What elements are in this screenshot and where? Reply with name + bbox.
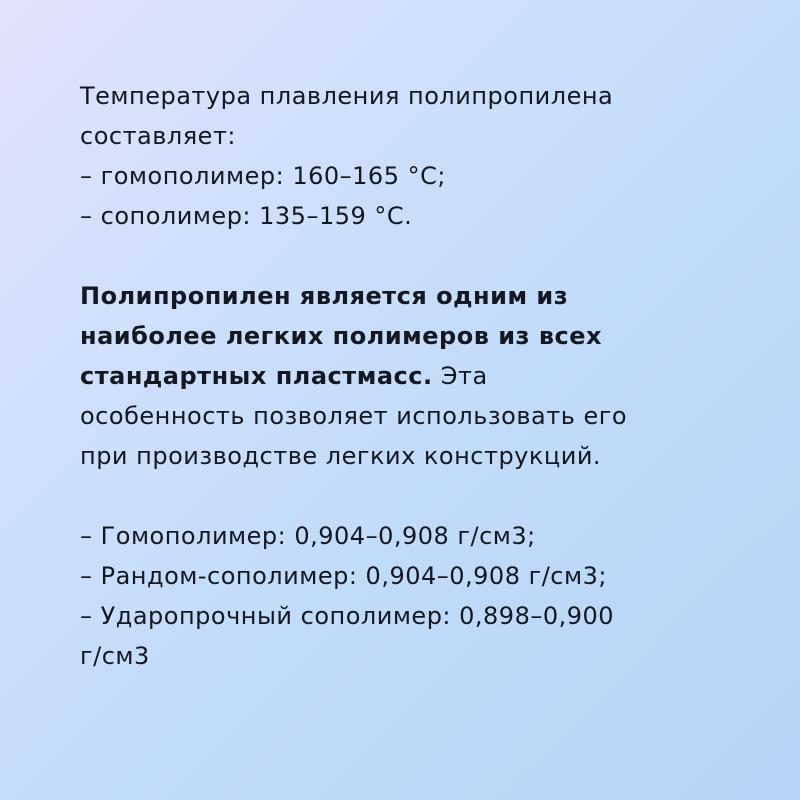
density-list: [80, 516, 760, 676]
lightness-bold-line-1: Полипропилен является одним из: [80, 282, 569, 310]
impact-copolymer-density-item: – Ударопрочный сополимер: 0,898–0,900: [80, 602, 615, 630]
homopolymer-density-item: – Гомополимер: 0,904–0,908 г/см3;: [80, 522, 536, 550]
lightness-regular-line-2: при производстве легких конструкций.: [80, 442, 602, 470]
melting-temperature-paragraph: [80, 76, 760, 236]
lightness-regular-line-1: особенность позволяет использовать его: [80, 402, 628, 430]
impact-copolymer-density-unit: г/см3: [80, 642, 150, 670]
text-card: [80, 76, 760, 676]
lightness-bold-line-2: наиболее легких полимеров из всех: [80, 322, 603, 350]
paragraph-spacer: [80, 236, 760, 276]
lightness-bold-line-3: стандартных пластмасс.: [80, 362, 433, 390]
copolymer-melting-item: – сополимер: 135–159 °С.: [80, 202, 413, 230]
melting-title-line-2: составляет:: [80, 122, 237, 150]
random-copolymer-density-item: – Рандом-сополимер: 0,904–0,908 г/см3;: [80, 562, 607, 590]
lightness-mixed-line: [80, 356, 760, 396]
lightness-paragraph: [80, 276, 760, 476]
paragraph-spacer-2: [80, 476, 760, 516]
lightness-regular-tail: Эта: [432, 362, 488, 390]
homopolymer-melting-item: – гомополимер: 160–165 °С;: [80, 162, 446, 190]
melting-title-line: Температура плавления полипропилена: [80, 82, 614, 110]
